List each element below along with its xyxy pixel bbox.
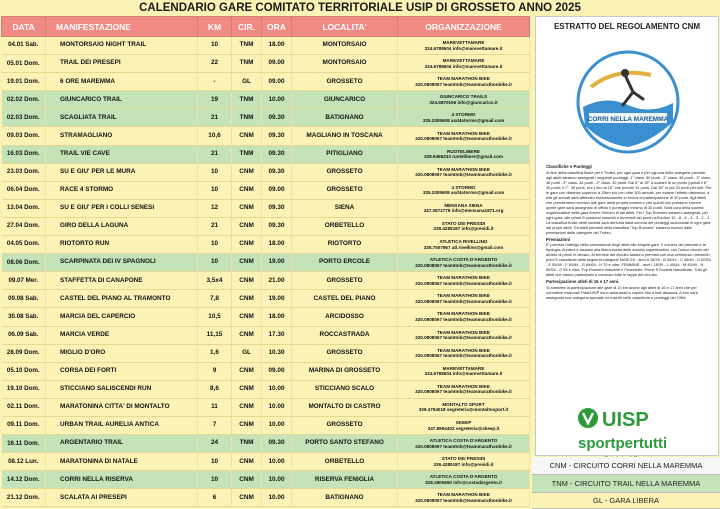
header-time: ORA	[262, 17, 292, 37]
row-time: 09.30	[262, 217, 292, 235]
table-row	[2, 37, 530, 55]
row-date: 06.04 Dom.	[2, 181, 46, 199]
organizer-name: MAREVETTAMARE	[442, 58, 485, 64]
row-time: 10.00	[262, 416, 292, 434]
row-circuit: TNM	[232, 145, 262, 163]
row-event: MIGLIO D'ORO	[46, 344, 198, 362]
row-organizer	[398, 489, 530, 507]
table-row	[2, 362, 530, 380]
row-km: 10	[198, 236, 232, 254]
row-time: 18.00	[262, 236, 292, 254]
organizer-name: SKEEP	[455, 420, 472, 426]
uisp-subtitle: sportpertutti	[578, 435, 668, 452]
row-location: PORTO SANTO STEFANO	[292, 435, 398, 453]
organizer-contact: 347.8994402 segreteria@skeep.it	[427, 425, 500, 431]
row-date: 09.07 Mer.	[2, 272, 46, 290]
row-location: GROSSETO	[292, 73, 398, 91]
table-row	[2, 308, 530, 326]
row-time: 09.30	[262, 199, 292, 217]
panel-heading: ESTRATTO DEL REGOLAMENTO CNM	[553, 22, 701, 31]
row-km: 1,6	[198, 344, 232, 362]
row-organizer	[398, 344, 530, 362]
table-row	[2, 416, 530, 434]
row-date: 16.03 Dom.	[2, 145, 46, 163]
organizer-contact: 320.0808067 teamtmb@teammarathonbike.it	[415, 280, 512, 286]
row-organizer	[398, 55, 530, 73]
row-circuit: CNM	[232, 471, 262, 489]
row-time: 21.00	[262, 272, 292, 290]
row-date: 30.08 Sab.	[2, 308, 46, 326]
table-row	[2, 181, 530, 199]
row-km: 12	[198, 199, 232, 217]
row-date: 05.01 Dom.	[2, 55, 46, 73]
row-location: MAGLIANO IN TOSCANA	[292, 127, 398, 145]
row-location: MARINA DI GROSSETO	[292, 362, 398, 380]
organizer-contact: 339.4285187 info@presidi.it	[433, 226, 494, 232]
table-row	[2, 109, 530, 127]
row-circuit: TNM	[232, 55, 262, 73]
page-title: CALENDARIO GARE COMITATO TERRITORIALE USIP DI GROSSETO ANNO 2025	[139, 2, 581, 14]
row-organizer	[398, 290, 530, 308]
table-row	[2, 199, 530, 217]
legend-cnm: CNM - CIRCUITO CORRI NELLA MAREMMA	[532, 457, 720, 475]
row-location: BATIGNANO	[292, 489, 398, 507]
row-organizer	[398, 217, 530, 235]
organizer-name: 4 STORMO	[451, 184, 476, 190]
organizer-name: RUOTELIBERE	[447, 148, 480, 154]
row-date: 09.08 Sab.	[2, 290, 46, 308]
organizer-contact: 335.2005608 asd4stormo@gmail.com	[422, 117, 505, 123]
row-location: BATIGNANO	[292, 109, 398, 127]
table-row	[2, 73, 530, 91]
row-km: 21	[198, 217, 232, 235]
row-organizer	[398, 398, 530, 416]
row-location: GROSSETO	[292, 163, 398, 181]
section-title-scoring: Classifiche e Punteggi	[546, 164, 592, 169]
legend-gl: GL - GARA LIBERA	[532, 493, 720, 509]
row-date: 08.12 Lun.	[2, 453, 46, 471]
row-event: CASTEL DEL PIANO AL TRAMONTO	[46, 290, 198, 308]
row-event: CORRI NELLA RISERVA	[46, 471, 198, 489]
row-circuit: CNM	[232, 308, 262, 326]
organizer-name: TEAM MARATHON BIKE	[437, 76, 490, 82]
header-organizer: ORGANIZZAZIONE	[398, 17, 530, 37]
organizer-name: ATLETICA COSTA D'ARGENTO	[429, 438, 498, 444]
row-km: 11	[198, 398, 232, 416]
row-date: 21.12 Dom.	[2, 489, 46, 507]
row-event: STICCIANO SALISCENDI RUN	[46, 380, 198, 398]
table-row	[2, 453, 530, 471]
organizer-name: GIUNCARICO TRAILS	[439, 94, 488, 100]
row-circuit: GL	[232, 344, 262, 362]
row-circuit: CNM	[232, 199, 262, 217]
row-time: 10.30	[262, 344, 292, 362]
organizer-name: TEAM MARATHON BIKE	[437, 492, 490, 498]
legend-tnm: TNM - CIRCUITO TRAIL NELLA MAREMMA	[532, 475, 720, 493]
row-time: 17.30	[262, 326, 292, 344]
row-event: TRAIL VIE CAVE	[46, 145, 198, 163]
row-time: 09.30	[262, 109, 292, 127]
organizer-contact: 320.0808067 teamtmb@teammarathonbike.it	[415, 353, 512, 359]
organizer-contact: 320.0808067 teamtmb@teammarathonbike.it	[415, 172, 512, 178]
row-location: ORBETELLO	[292, 453, 398, 471]
row-organizer	[398, 272, 530, 290]
organizer-contact: 320.0808067 teamtmb@teammarathonbike.it	[415, 497, 512, 503]
row-circuit: CNM	[232, 362, 262, 380]
organizer-contact: 335.2005608 asd4stormo@gmail.com	[422, 190, 505, 196]
section-text-youth: Si ammette la partecipazione alle gare di 10 km anche agli atleti di 16 e 17 anni che per normative nazionali Fidal/UISP sono autorizzati a coprire fino a tale distanza. A loro sarà assegnata una categoria speciale ed inseriti nelle classifiche e punteggi del CNM.	[546, 284, 698, 300]
row-location: PITIGLIANO	[292, 145, 398, 163]
row-date: 28.09 Dom.	[2, 344, 46, 362]
row-event: MARATONINA CITTA' DI MONTALTO	[46, 398, 198, 416]
row-time: 09.30	[262, 435, 292, 453]
regulation-panel	[535, 16, 719, 456]
row-event: SU E GIU' PER I COLLI SENESI	[46, 199, 198, 217]
row-organizer	[398, 362, 530, 380]
row-km: 19	[198, 91, 232, 109]
row-time: 10.00	[262, 471, 292, 489]
row-time: 19.00	[262, 290, 292, 308]
organizer-name: TEAM MARATHON BIKE	[437, 311, 490, 317]
organizer-name: ATLETICA COSTA D'ARGENTO	[429, 474, 498, 480]
table-row	[2, 163, 530, 181]
row-time: 10.00	[262, 453, 292, 471]
row-date: 06.09 Sab.	[2, 326, 46, 344]
organizer-contact: 320.0808067 teamtmb@teammarathonbike.it	[415, 81, 512, 87]
section-title-youth: Partecipazione atleti di 16 e 17 anni.	[546, 279, 620, 284]
row-km: 8,6	[198, 380, 232, 398]
organizer-contact: 347.0872778 info@mensana1871.org	[423, 208, 504, 214]
row-km: 10	[198, 471, 232, 489]
row-location: GROSSETO	[292, 416, 398, 434]
row-location: MONTALTO DI CASTRO	[292, 398, 398, 416]
table-row	[2, 145, 530, 163]
row-date: 19.01 Dom.	[2, 73, 46, 91]
row-location: RISERVA FENIGLIA	[292, 471, 398, 489]
row-date: 16.11 Dom.	[2, 435, 46, 453]
table-header-row	[2, 17, 530, 37]
row-date: 13.04 Dom.	[2, 199, 46, 217]
table-row	[2, 290, 530, 308]
row-organizer	[398, 37, 530, 55]
organizer-contact: 320.0808067 teamtmb@teammarathonbike.it	[415, 298, 512, 304]
organizer-name: TEAM MARATHON BIKE	[437, 329, 490, 335]
row-time: 19.00	[262, 254, 292, 272]
row-organizer	[398, 181, 530, 199]
row-organizer	[398, 236, 530, 254]
row-date: 02.03 Dom.	[2, 109, 46, 127]
row-date: 02.11 Dom.	[2, 398, 46, 416]
row-organizer	[398, 91, 530, 109]
row-circuit: CNM	[232, 163, 262, 181]
row-date: 09.11 Dom.	[2, 416, 46, 434]
row-organizer	[398, 416, 530, 434]
row-circuit: CNM	[232, 181, 262, 199]
row-circuit: CNM	[232, 489, 262, 507]
corri-nella-maremma-logo	[571, 47, 685, 157]
row-event: GIUNCARICO TRAIL	[46, 91, 198, 109]
organizer-contact: 320.0808067 teamtmb@teammarathonbike.it	[415, 262, 512, 268]
row-circuit: CNM	[232, 416, 262, 434]
table-row	[2, 91, 530, 109]
row-time: 09.30	[262, 145, 292, 163]
row-circuit: TNM	[232, 37, 262, 55]
row-time: 10.00	[262, 398, 292, 416]
row-circuit: GL	[232, 73, 262, 91]
row-km: 10,6	[198, 127, 232, 145]
row-km: 3,5x4	[198, 272, 232, 290]
organizer-name: 4 STORMO	[451, 112, 476, 118]
row-event: TRAIL DEI PRESEPI	[46, 55, 198, 73]
header-km: KM	[198, 17, 232, 37]
row-location: SIENA	[292, 199, 398, 217]
organizer-contact: 320.0808067 teamtmb@teammarathonbike.it	[415, 316, 512, 322]
row-date: 02.02 Dom.	[2, 91, 46, 109]
row-time: 10.00	[262, 489, 292, 507]
organizer-contact: 335.7507867 atl.rivellino@gmail.com	[423, 244, 504, 250]
row-event: ARGENTARIO TRAIL	[46, 435, 198, 453]
calendar-table	[1, 16, 530, 507]
row-time: 09.30	[262, 127, 292, 145]
row-location: RIOTORTO	[292, 236, 398, 254]
table-row	[2, 380, 530, 398]
table-row	[2, 344, 530, 362]
row-circuit: CNM	[232, 453, 262, 471]
organizer-contact: 338.9495233 ruotelibere@gmail.com	[423, 154, 504, 160]
organizer-name: STATO DEI PRESIDI	[441, 220, 486, 226]
row-time: 09.00	[262, 362, 292, 380]
row-event: SU E GIU' PER LE MURA	[46, 163, 198, 181]
header-date: DATA	[2, 17, 46, 37]
row-km: 10	[198, 254, 232, 272]
row-organizer	[398, 199, 530, 217]
row-location: ROCCASTRADA	[292, 326, 398, 344]
row-circuit: CNM	[232, 254, 262, 272]
row-date: 19.10 Dom.	[2, 380, 46, 398]
organizer-contact: 339.4794018 segreteria@montaltosport.it	[418, 407, 509, 413]
organizer-contact: 320.0808067 teamtmb@teammarathonbike.it	[415, 136, 512, 142]
row-date: 09.03 Dom.	[2, 127, 46, 145]
row-event: STRAMAGLIANO	[46, 127, 198, 145]
organizer-name: TEAM MARATHON BIKE	[437, 293, 490, 299]
row-date: 23.03 Dom.	[2, 163, 46, 181]
row-circuit: CNM	[232, 217, 262, 235]
organizer-name: MAREVETTAMARE	[442, 365, 485, 371]
row-organizer	[398, 308, 530, 326]
row-location: GIUNCARICO	[292, 91, 398, 109]
row-km: 22	[198, 55, 232, 73]
section-text-scoring: Al fine della classifica finale per il Trofeo, per ogni gara e per ognuna delle categorie previste, agli atleti saranno assegnati i seguenti punteggi: 1° class. 50 punti - 2° class. 48 punti - 3° class. 46 punti - 4° class. 44 punti - 5° class. 42 punti. Dal 6° al 15° a scalare di un punto (quindi il 6°, 40 punti; il 7°, 39 punti, ecc.) fino al 15° che prende 31 punti. Dal 16° in poi 30 punti per tutti. Per le gare con distanze superiori a 15km e/o con oltre 300 arrivati, per evitare l'effetto distorsivo, a tutti gli arrivati sarà attribuito esclusivamente in bonus di partecipazione di 30 punti. Agli atleti che prenderanno servizio alle gare della propria società e che quindi non potranno correre quelle gare sarà assegnato di ufficio il punteggio minimo di 30 punti. Sarà cura della società organizzatrice della gara fornire l'elenco di tali atleti. Per i Top Runners saranno assegnati, per ogni gara, alle prime 6 posizioni maschili e femminili dei punti nell'ordine 10 - 8 - 6 - 4 - 3 - 2 - 1. La classifica finale delle società sarà derivata dalla somma dei punteggi accumulati in ogni gara dai propri atleti. Gli atleti premiati nella classifica "Top Runners" saranno esclusi dalle premiazioni delle categorie del Trofeo.	[546, 169, 712, 235]
row-organizer	[398, 145, 530, 163]
row-km: 7,8	[198, 290, 232, 308]
row-event: SCALATA AI PRESEPI	[46, 489, 198, 507]
row-organizer	[398, 453, 530, 471]
table-row	[2, 398, 530, 416]
row-organizer	[398, 127, 530, 145]
row-organizer	[398, 73, 530, 91]
row-km: 10	[198, 163, 232, 181]
organizer-contact: 328.2900650 info@costadargento.it	[425, 479, 502, 485]
row-event: GIRO DELLA LAGUNA	[46, 217, 198, 235]
row-circuit: CNM	[232, 127, 262, 145]
organizer-contact: 324.5870156 info@giuncarico.it	[429, 99, 498, 105]
row-circuit: CNM	[232, 290, 262, 308]
row-organizer	[398, 254, 530, 272]
row-time: 10.00	[262, 380, 292, 398]
header-circuit: CIR.	[232, 17, 262, 37]
row-event: STAFFETTA DI CANAPONE	[46, 272, 198, 290]
organizer-contact: 320.0808067 teamtmb@teammarathonbike.it	[415, 389, 512, 395]
row-date: 08.06 Dom.	[2, 254, 46, 272]
row-circuit: CNM	[232, 326, 262, 344]
table-row	[2, 489, 530, 507]
row-km: 10,5	[198, 308, 232, 326]
row-event: SCAGLIATA TRAIL	[46, 109, 198, 127]
row-circuit: TNM	[232, 91, 262, 109]
row-location: GROSSETO	[292, 181, 398, 199]
row-location: ORBETELLO	[292, 217, 398, 235]
row-event: CORSA DEI FORTI	[46, 362, 198, 380]
row-km: 7	[198, 416, 232, 434]
row-event: RACE 4 STORMO	[46, 181, 198, 199]
row-date: 05.10 Dom.	[2, 362, 46, 380]
row-event: URBAN TRAIL AURELIA ANTICA	[46, 416, 198, 434]
row-location: GROSSETO	[292, 272, 398, 290]
row-km: 21	[198, 145, 232, 163]
row-km: 10	[198, 453, 232, 471]
organizer-contact: 339.4285187 info@presidi.it	[433, 461, 494, 467]
organizer-contact: 320.0808067 teamtmb@teammarathonbike.it	[415, 335, 512, 341]
section-text-awards: E' previsto l'obbligo della premiazione degli atleti alle singole gare. Il numero dei premiati e la tipologia di premi è lasciato alla libera scelta delle società organizzatrici, con l'unico vincolo del divieto di premi in denaro. Al termine del circuito saranno premiati con una cerimonia i presenti i primi 5 classificati delle seguenti categorie MASCHI - anni A 18/39 - B 40/44 - C 45/49 - D 50/54 - E 55/59 - F 60/64 - G 65/69 - H 70 e oltre. FEMMINE - anni I 18/39 - L 40/44 - M 45/49 - N 50/54 - O 55 e oltre. Top Runners maschile e Femminile. Prime 5 Società classificate. Tutti gli atleti che hanno partecipato e concluso tutte le tappe del circuito.	[546, 242, 711, 277]
row-time: 09.00	[262, 55, 292, 73]
table-row	[2, 272, 530, 290]
row-location: MONTORSAIO	[292, 55, 398, 73]
row-event: MARCIA DEL CAPERCIO	[46, 308, 198, 326]
row-km: 6	[198, 489, 232, 507]
table-row	[2, 471, 530, 489]
table-row	[2, 435, 530, 453]
row-organizer	[398, 471, 530, 489]
logo-text: CORRI NELLA MAREMMA	[587, 116, 669, 123]
row-location: GROSSETO	[292, 344, 398, 362]
organizer-contact: 334.6788604 info@marevettamare.it	[424, 371, 503, 377]
organizer-name: ATLETICA COSTA D'ARGENTO	[429, 257, 498, 263]
row-event: SCARPINATA DEI IV SPAGNOLI	[46, 254, 198, 272]
row-time: 18.00	[262, 308, 292, 326]
table-row	[2, 55, 530, 73]
table-row	[2, 326, 530, 344]
row-organizer	[398, 380, 530, 398]
organizer-name: TEAM MARATHON BIKE	[437, 347, 490, 353]
row-organizer	[398, 326, 530, 344]
table-row	[2, 254, 530, 272]
row-organizer	[398, 163, 530, 181]
row-circuit: CNM	[232, 236, 262, 254]
regulation-text	[546, 162, 712, 301]
organizer-name: TEAM MARATHON BIKE	[437, 166, 490, 172]
row-event: MARCIA VERDE	[46, 326, 198, 344]
table-row	[2, 127, 530, 145]
row-location: ARCIDOSSO	[292, 308, 398, 326]
row-circuit: TNM	[232, 435, 262, 453]
table-row	[2, 236, 530, 254]
header-location: LOCALITA'	[292, 17, 398, 37]
row-event: MARATONINA DI NATALE	[46, 453, 198, 471]
row-time: 09.30	[262, 163, 292, 181]
row-circuit: CNM	[232, 398, 262, 416]
row-km: 9	[198, 362, 232, 380]
row-time: 09.00	[262, 73, 292, 91]
organizer-contact: 334.6788604 info@marevettamare.it	[424, 45, 503, 51]
row-location: CASTEL DEL PIANO	[292, 290, 398, 308]
row-location: MONTORSAIO	[292, 37, 398, 55]
row-location: PORTO ERCOLE	[292, 254, 398, 272]
header-event: MANIFESTAZIONE	[46, 17, 198, 37]
section-title-awards: Premiazioni	[546, 236, 571, 242]
row-time: 09.00	[262, 181, 292, 199]
row-km: 21	[198, 109, 232, 127]
row-time: 10.00	[262, 91, 292, 109]
row-date: 04.05 Dom.	[2, 236, 46, 254]
organizer-name: MAREVETTAMARE	[442, 40, 485, 46]
row-km: 11,15	[198, 326, 232, 344]
organizer-name: STATO DEI PRESIDI	[441, 456, 486, 462]
organizer-name: MONTALTO SPORT	[442, 401, 485, 407]
row-circuit: TNM	[232, 109, 262, 127]
organizer-name: TEAM MARATHON BIKE	[437, 130, 490, 136]
row-km: 10	[198, 37, 232, 55]
row-date: 04.01 Sab.	[2, 37, 46, 55]
organizer-contact: 334.6788604 info@marevettamare.it	[424, 63, 503, 69]
row-organizer	[398, 435, 530, 453]
row-km: 24	[198, 435, 232, 453]
row-km: 10	[198, 181, 232, 199]
organizer-contact: 320.0808067 teamtmb@teammarathonbike.it	[415, 443, 512, 449]
row-date: 14.12 Dom.	[2, 471, 46, 489]
row-organizer	[398, 109, 530, 127]
organizer-name: ATLETICA RIVELLINO	[439, 239, 488, 245]
row-event: RIOTORTO RUN	[46, 236, 198, 254]
row-date: 27.04 Dom.	[2, 217, 46, 235]
row-time: 18.00	[262, 37, 292, 55]
organizer-name: TEAM MARATHON BIKE	[437, 275, 490, 281]
row-circuit: CNM	[232, 380, 262, 398]
table-row	[2, 217, 530, 235]
organizer-name: TEAM MARATHON BIKE	[437, 383, 490, 389]
uisp-text: UISP	[602, 409, 649, 431]
row-location: STICCIANO SCALO	[292, 380, 398, 398]
organizer-name: MENSANA SIENA	[444, 202, 483, 208]
row-circuit: CNM	[232, 272, 262, 290]
row-event: MONTORSAIO NIGHT TRAIL	[46, 37, 198, 55]
row-event: 6 ORE MAREMMA	[46, 73, 198, 91]
row-km: -	[198, 73, 232, 91]
